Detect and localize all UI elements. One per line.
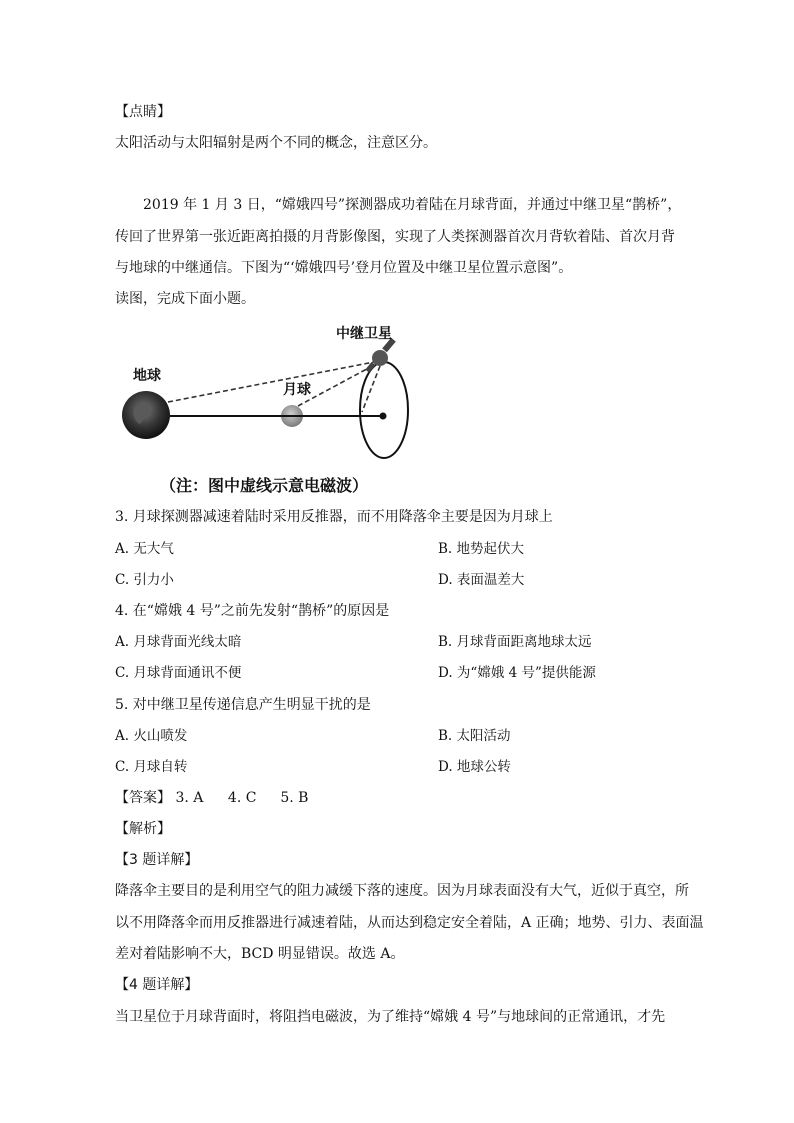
q4-option-c: C. 月球背面通讯不便 bbox=[115, 665, 242, 681]
analysis-label: 【解析】 bbox=[115, 821, 171, 837]
earth-icon bbox=[122, 391, 170, 439]
passage-line-1: 2019 年 1 月 3 日，“嫦娥四号”探测器成功着陆在月球背面，并通过中继卫星“鹊桥”， bbox=[143, 197, 682, 213]
passage-line-3: 与地球的中继通信。下图为“‘嫦娥四号’登月位置及中继卫星位置示意图”。 bbox=[115, 260, 573, 276]
q4-detail-line-1: 当卫星位于月球背面时，将阻挡电磁波，为了维持“嫦娥 4 号”与地球间的正常通讯，才先 bbox=[115, 1009, 666, 1025]
section-header-dianjing: 【点睛】 bbox=[115, 104, 171, 120]
q3-detail-line-2: 以不用降落伞而用反推器进行减速着陆，从而达到稳定安全着陆，A 正确；地势、引力、表面温 bbox=[115, 915, 704, 931]
answer-label: 【答案】 bbox=[115, 790, 171, 806]
moon-label: 月球 bbox=[283, 382, 311, 398]
q5-option-c: C. 月球自转 bbox=[115, 759, 188, 775]
q3-option-c: C. 引力小 bbox=[115, 572, 174, 588]
earth-moon-relay-diagram bbox=[118, 320, 418, 460]
passage-line-4: 读图，完成下面小题。 bbox=[115, 291, 255, 307]
q5-option-b: B. 太阳活动 bbox=[438, 728, 511, 744]
q3-option-a: A. 无大气 bbox=[115, 541, 174, 557]
earth-label: 地球 bbox=[133, 368, 161, 384]
relay-wave-lander bbox=[362, 366, 380, 412]
q3-option-b: B. 地势起伏大 bbox=[438, 541, 525, 557]
halo-orbit bbox=[360, 362, 408, 458]
q3-detail-label: 【3 题详解】 bbox=[115, 852, 199, 868]
landing-point bbox=[380, 413, 387, 420]
key-point-text: 太阳活动与太阳辐射是两个不同的概念，注意区分。 bbox=[115, 135, 437, 151]
passage-line-2: 传回了世界第一张近距离拍摄的月背影像图，实现了人类探测器首次月背软着陆、首次月背 bbox=[115, 229, 675, 245]
answer-3: 3. A bbox=[175, 790, 204, 806]
answer-5: 5. B bbox=[280, 790, 309, 806]
q5-option-d: D. 地球公转 bbox=[438, 759, 511, 775]
answer-4: 4. C bbox=[227, 790, 257, 806]
figure-note: （注：图中虚线示意电磁波） bbox=[160, 476, 369, 495]
relay-satellite-icon bbox=[365, 338, 396, 373]
q3-stem: 3. 月球探测器减速着陆时采用反推器，而不用降落伞主要是因为月球上 bbox=[115, 509, 553, 525]
satellite-label: 中继卫星 bbox=[336, 326, 392, 342]
q4-stem: 4. 在“嫦娥 4 号”之前先发射“鹊桥”的原因是 bbox=[115, 603, 390, 619]
answer-line bbox=[115, 788, 308, 808]
q4-option-d: D. 为“嫦娥 4 号”提供能源 bbox=[438, 665, 596, 681]
q3-detail-line-1: 降落伞主要目的是利用空气的阻力减缓下落的速度。因为月球表面没有大气，近似于真空，所 bbox=[115, 883, 689, 899]
q5-option-a: A. 火山喷发 bbox=[115, 728, 188, 744]
q3-option-d: D. 表面温差大 bbox=[438, 572, 525, 588]
q4-option-a: A. 月球背面光线太暗 bbox=[115, 634, 242, 650]
q4-option-b: B. 月球背面距离地球太远 bbox=[438, 634, 592, 650]
q3-detail-line-3: 差对着陆影响不大，BCD 明显错误。故选 A。 bbox=[115, 946, 405, 962]
q4-detail-label: 【4 题详解】 bbox=[115, 977, 199, 993]
q5-stem: 5. 对中继卫星传递信息产生明显干扰的是 bbox=[115, 697, 371, 713]
